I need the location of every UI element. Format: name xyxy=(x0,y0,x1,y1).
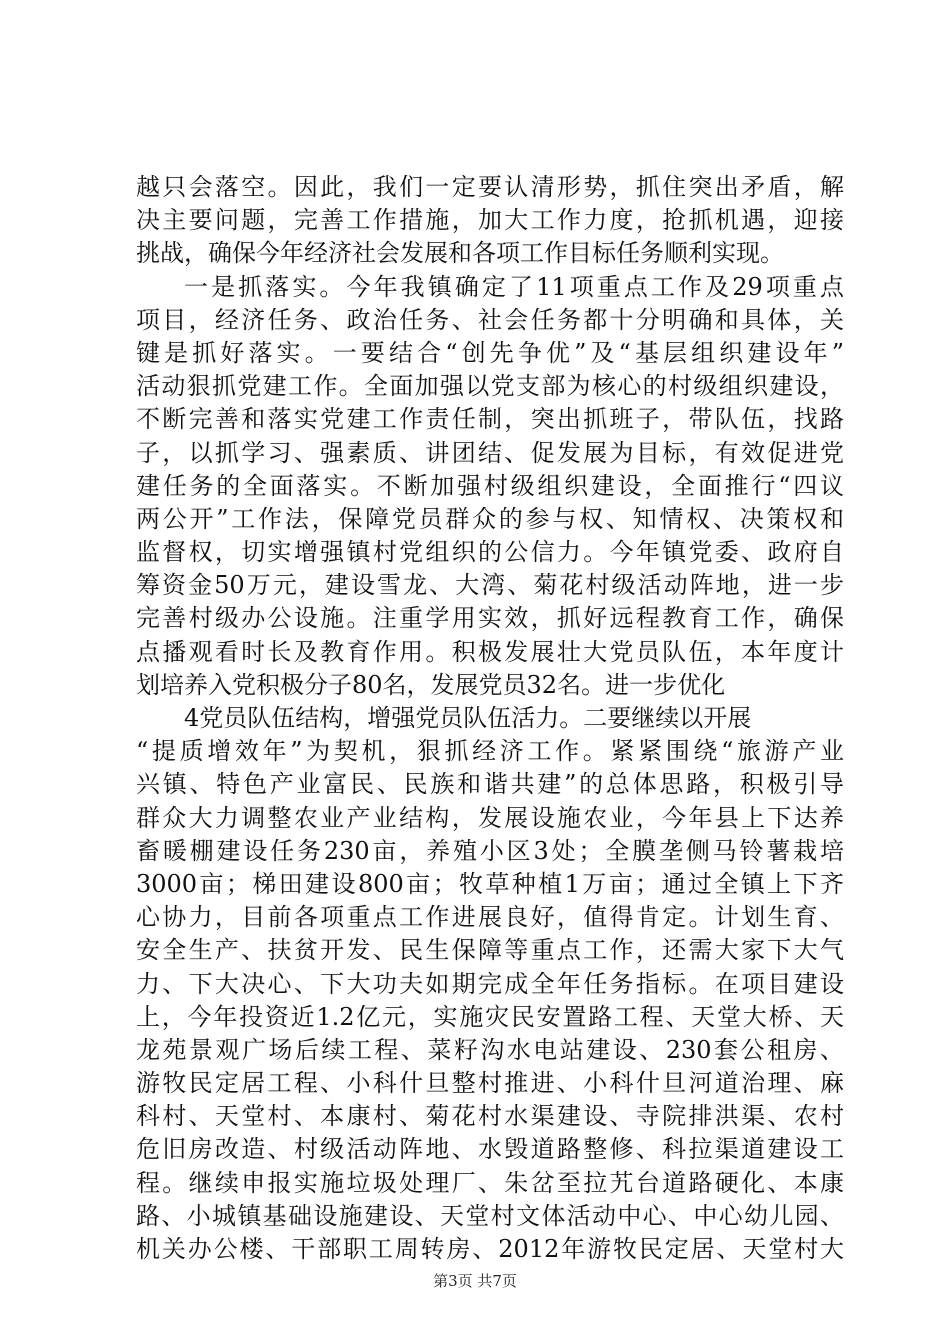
text-line: 3000亩；梯田建设800亩；牧草种植1万亩；通过全镇上下齐 xyxy=(136,869,844,898)
text-line: 群众大力调整农业产业结构，发展设施农业，今年县上下达养 xyxy=(136,803,844,832)
text-line: 路、小城镇基础设施建设、天堂村文体活动中心、中心幼儿园、 xyxy=(136,1201,844,1230)
text-line: 安全生产、扶贫开发、民生保障等重点工作，还需大家下大气 xyxy=(136,936,844,965)
text-line: 兴镇、特色产业富民、民族和谐共建”的总体思路，积极引导 xyxy=(136,770,844,799)
text-line: 机关办公楼、干部职工周转房、2012年游牧民定居、天堂村大 xyxy=(136,1235,844,1263)
text-line: 不断完善和落实党建工作责任制，突出抓班子，带队伍，找路 xyxy=(136,405,844,434)
page-footer xyxy=(0,1271,950,1291)
text-line: 龙苑景观广场后续工程、菜籽沟水电站建设、230套公租房、 xyxy=(136,1035,844,1064)
text-line: 子，以抓学习、强素质、讲团结、促发展为目标，有效促进党 xyxy=(136,438,844,467)
text-line: 建任务的全面落实。不断加强村级组织建设，全面推行“四议 xyxy=(136,471,844,500)
text-line: 点播观看时长及教育作用。积极发展壮大党员队伍，本年度计 xyxy=(136,637,844,666)
text-line: 筹资金50万元，建设雪龙、大湾、菊花村级活动阵地，进一步 xyxy=(136,571,844,600)
text-line: 程。继续申报实施垃圾处理厂、朱岔至拉艽台道路硬化、本康 xyxy=(136,1168,844,1197)
text-line: “提质增效年”为契机，狠抓经济工作。紧紧围绕“旅游产业 xyxy=(136,737,844,766)
paragraph-first-line: 4党员队伍结构，增强党员队伍活力。二要继续以开展 xyxy=(184,704,752,732)
text-line: 游牧民定居工程、小科什旦整村推进、小科什旦河道治理、麻 xyxy=(136,1069,844,1098)
text-line: 挑战，确保今年经济社会发展和各项工作目标任务顺利实现。 xyxy=(136,239,784,268)
text-line: 划培养入党积极分子80名，发展党员32名。进一步优化 xyxy=(136,670,726,699)
text-line: 上，今年投资近1.2亿元，实施灾民安置路工程、天堂大桥、天 xyxy=(136,1002,844,1031)
paragraph-first-line: 一是抓落实。今年我镇确定了11项重点工作及29项重点 xyxy=(184,272,844,301)
text-line: 越只会落空。因此，我们一定要认清形势，抓住突出矛盾，解 xyxy=(136,173,844,201)
text-line: 危旧房改造、村级活动阵地、水毁道路整修、科拉渠道建设工 xyxy=(136,1135,844,1164)
text-line: 决主要问题，完善工作措施，加大工作力度，抢抓机遇，迎接 xyxy=(136,206,844,235)
text-line: 力、下大决心、下大功夫如期完成全年任务指标。在项目建设 xyxy=(136,969,844,998)
text-line: 键是抓好落实。一要结合“创先争优”及“基层组织建设年” xyxy=(136,338,844,367)
text-line: 科村、天堂村、本康村、菊花村水渠建设、寺院排洪渠、农村 xyxy=(136,1102,844,1131)
text-line: 项目，经济任务、政治任务、社会任务都十分明确和具体，关 xyxy=(136,305,844,334)
text-line: 活动狠抓党建工作。全面加强以党支部为核心的村级组织建设， xyxy=(136,372,844,401)
text-line: 两公开”工作法，保障党员群众的参与权、知情权、决策权和 xyxy=(136,504,844,533)
text-line: 完善村级办公设施。注重学用实效，抓好远程教育工作，确保 xyxy=(136,604,844,633)
text-line: 畜暖棚建设任务230亩，养殖小区3处；全膜垄侧马铃薯栽培 xyxy=(136,836,844,865)
text-line: 监督权，切实增强镇村党组织的公信力。今年镇党委、政府自 xyxy=(136,538,844,567)
document-body xyxy=(136,171,844,1266)
text-line: 心协力，目前各项重点工作进展良好，值得肯定。计划生育、 xyxy=(136,903,844,932)
page-number-label: 第3页 共7页 xyxy=(433,1272,517,1290)
